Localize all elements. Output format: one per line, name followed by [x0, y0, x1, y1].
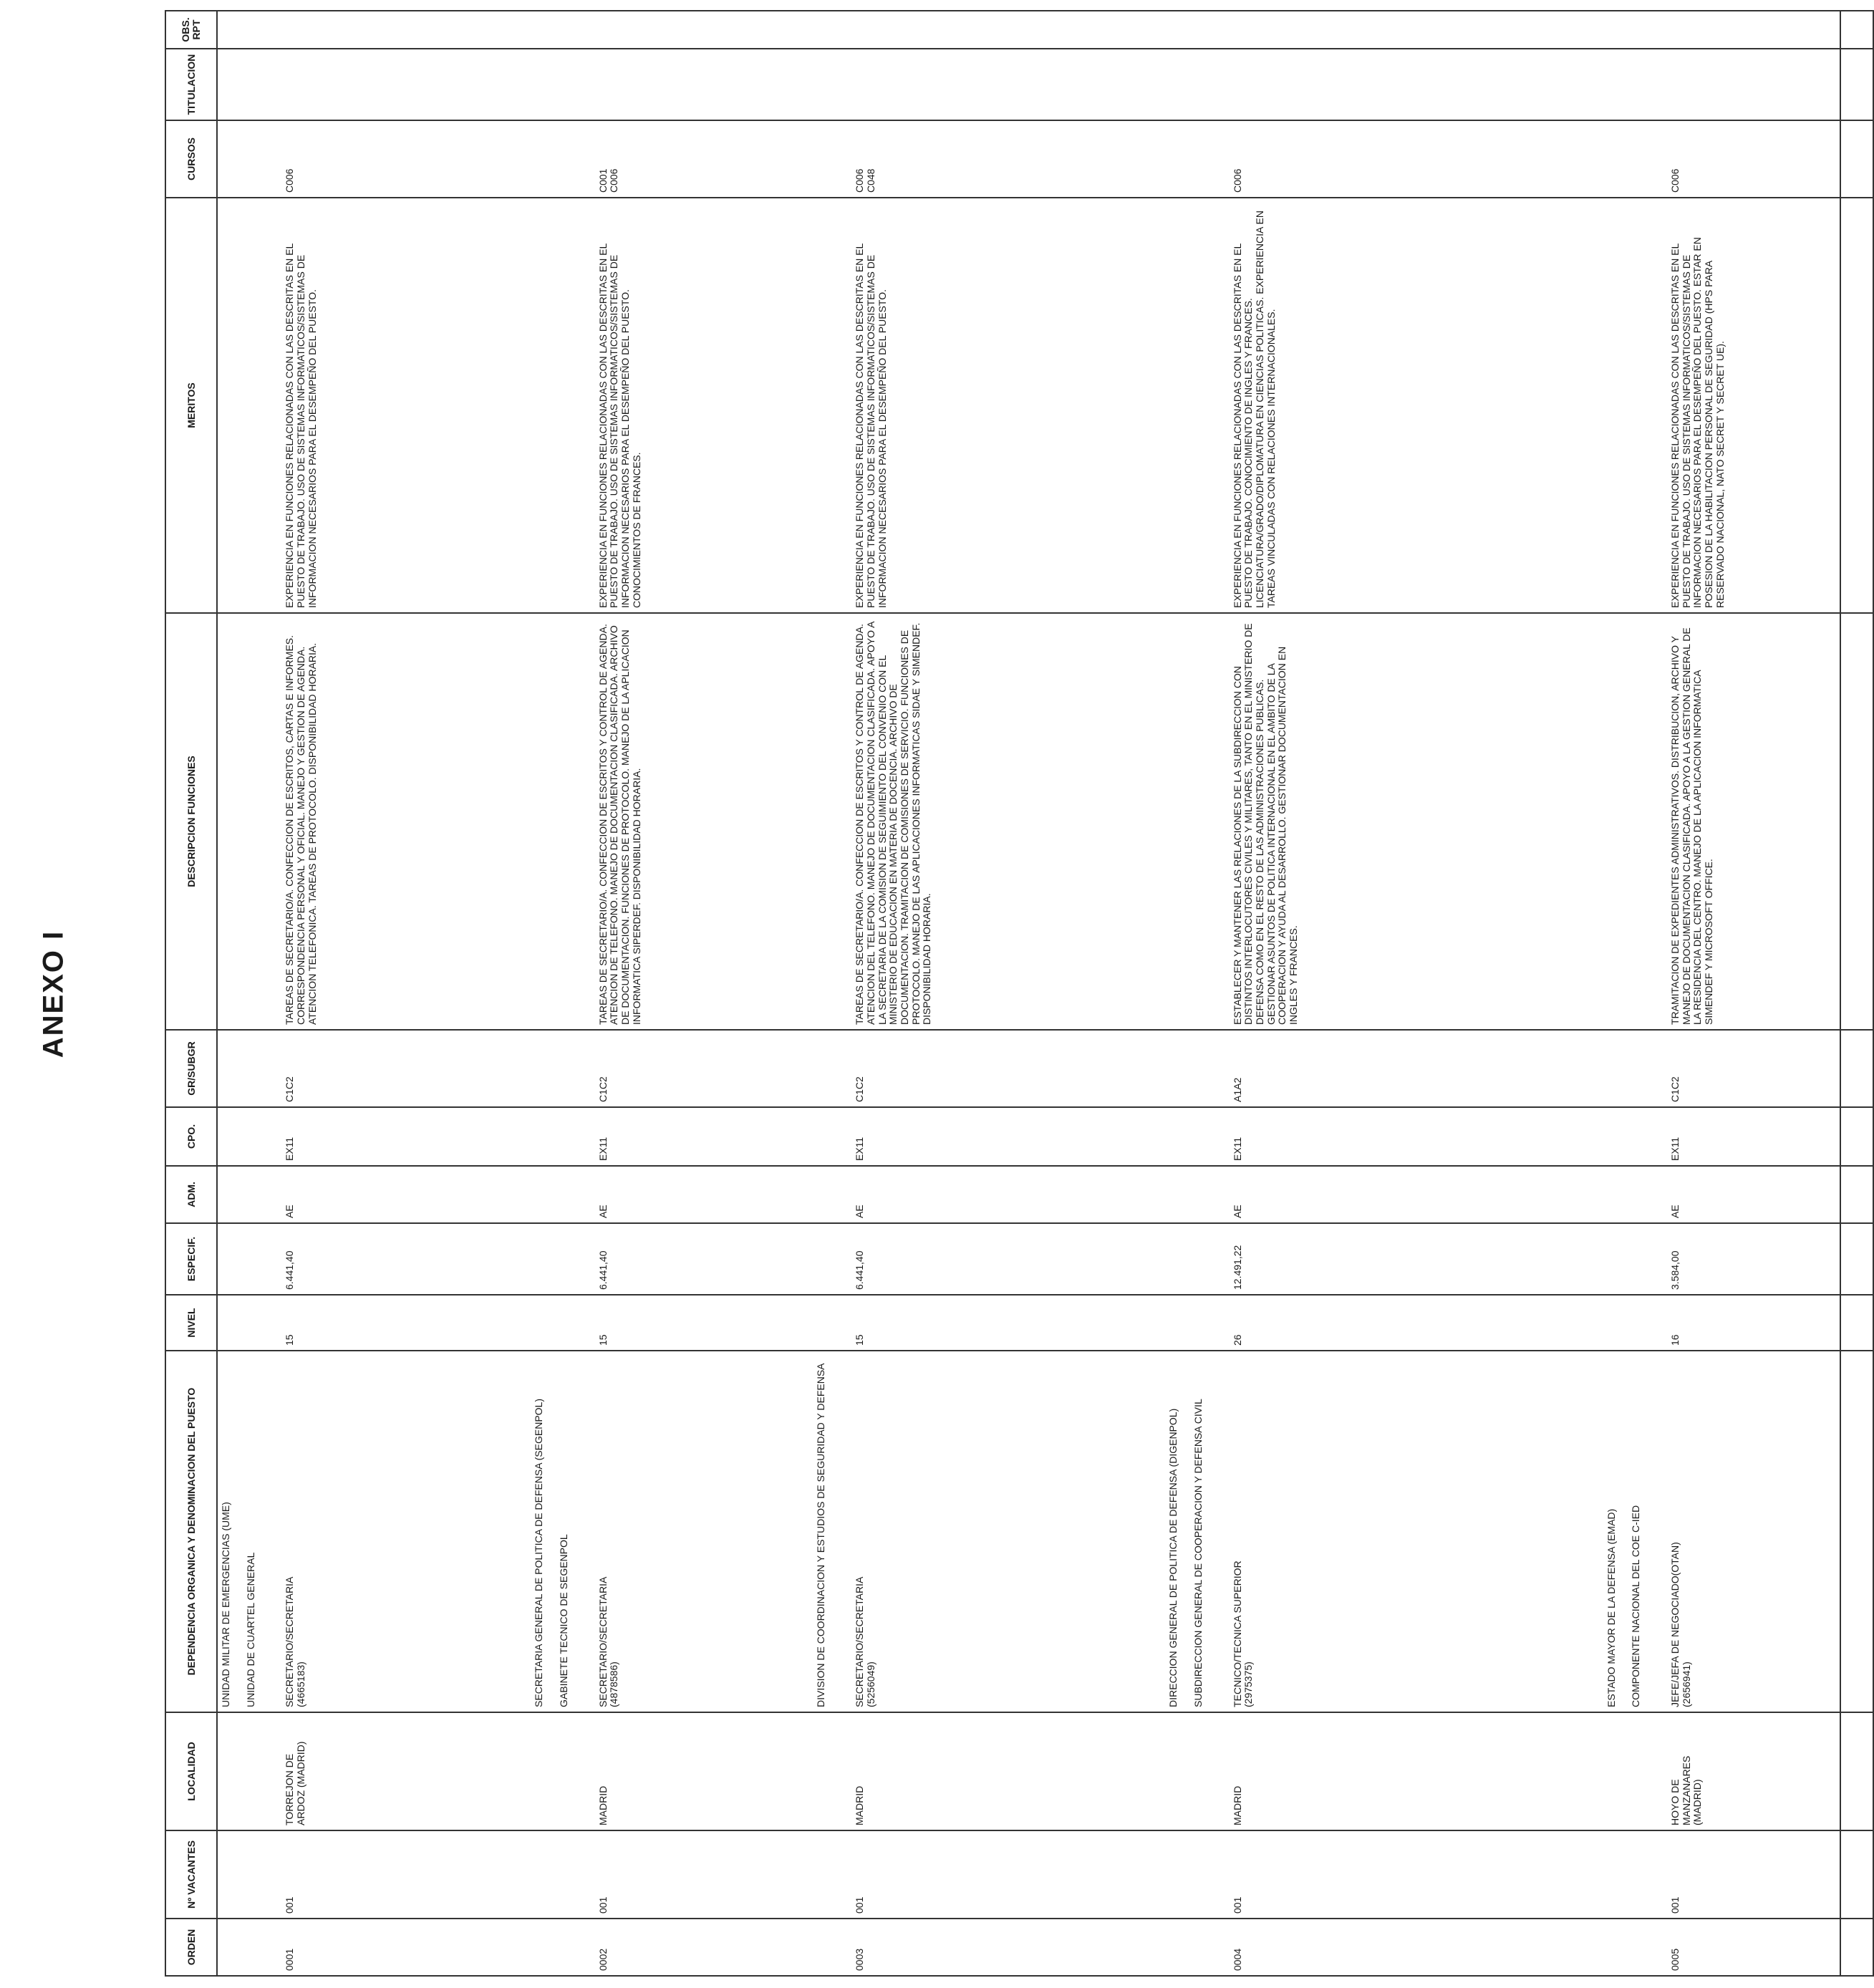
empty-cell: [1135, 49, 1219, 120]
puesto-denominacion: SECRETARIO/SECRETARIA: [597, 1576, 609, 1707]
header-orden: ORDEN: [165, 1919, 217, 1976]
empty-cell: [217, 49, 271, 120]
empty-cell: [1506, 1107, 1657, 1166]
cell-adm: AE: [1219, 1166, 1506, 1223]
header-grsubgr: GR/SUBGR: [165, 1030, 217, 1107]
cell-orden: 0005: [1657, 1919, 1840, 1976]
cell-especif: 6.441,40: [841, 1223, 1135, 1295]
empty-cell: [1506, 120, 1657, 198]
empty-cell: [501, 11, 584, 49]
empty-cell: [1840, 1351, 1873, 1712]
cell-cursos: [1657, 120, 1840, 198]
cell-meritos: EXPERIENCIA EN FUNCIONES RELACIONADAS CON LAS DESCRITAS EN EL PUESTO DE TRABAJO. USO DE SISTEMAS INFORMATICOS/SISTEMAS DE INFORMACION NECESARIOS PARA EL DESEMPEÑO DEL PUESTO. CONOCIMIENTOS DE FRANCES.: [585, 198, 800, 613]
empty-cell: [501, 49, 584, 120]
table-row: [1657, 11, 1840, 1976]
empty-cell: [800, 1712, 842, 1830]
cell-puesto: [271, 1351, 501, 1712]
cell-localidad: MADRID: [585, 1712, 800, 1830]
header-funciones: DESCRIPCION FUNCIONES: [165, 613, 217, 1030]
header-localidad: LOCALIDAD: [165, 1712, 217, 1830]
cell-titulacion: [271, 49, 501, 120]
empty-cell: [800, 613, 842, 1030]
dependency-unit: DIVISION DE COORDINACION Y ESTUDIOS DE SEGURIDAD Y DEFENSA: [814, 1363, 826, 1707]
empty-cell: [1506, 49, 1657, 120]
dependency-unit: UNIDAD DE CUARTEL GENERAL: [244, 1552, 256, 1707]
cell-obs: [841, 11, 1135, 49]
puesto-denominacion: SECRETARIO/SECRETARIA: [284, 1576, 296, 1707]
empty-cell: [1506, 1919, 1657, 1976]
empty-cell: [1135, 1712, 1219, 1830]
cell-orden: 0001: [271, 1919, 501, 1976]
curso-code: C001: [597, 168, 609, 193]
cell-nivel: 16: [1657, 1295, 1840, 1351]
curso-code: C006: [1669, 168, 1681, 193]
table-row: [585, 11, 800, 1976]
cell-cursos: [1219, 120, 1506, 198]
cell-cursos: [585, 120, 800, 198]
cell-grsubgr: C1C2: [1657, 1030, 1840, 1107]
dependency-path-cell: [1506, 1351, 1657, 1712]
dependency-path-cell: [1135, 1351, 1219, 1712]
empty-cell: [217, 1107, 271, 1166]
dependency-unit: GABINETE TECNICO DE SEGENPOL: [558, 1534, 570, 1707]
cell-cursos: [841, 120, 1135, 198]
empty-cell: [1135, 1295, 1219, 1351]
empty-cell: [501, 1223, 584, 1295]
empty-cell: [800, 49, 842, 120]
empty-cell: [1840, 1166, 1873, 1223]
curso-code: C006: [854, 168, 866, 193]
cell-grsubgr: C1C2: [841, 1030, 1135, 1107]
cell-localidad: TORREJON DE ARDOZ (MADRID): [271, 1712, 501, 1830]
empty-cell: [217, 1830, 271, 1919]
header-especif: ESPECIF.: [165, 1223, 217, 1295]
empty-cell: [800, 11, 842, 49]
cell-meritos: EXPERIENCIA EN FUNCIONES RELACIONADAS CON LAS DESCRITAS EN EL PUESTO DE TRABAJO. CONOCIMIENTO DE INGLES Y FRANCES. LICENCIATURA/GRADO/DIPLOMATURA EN CIENCIAS POLITICAS. EXPERIENCIA EN TAREAS VINCULADAS CON RELACIONES INTERNACIONALES.: [1219, 198, 1506, 613]
cell-nivel: 15: [271, 1295, 501, 1351]
header-cursos: CURSOS: [165, 120, 217, 198]
cell-grsubgr: A1A2: [1219, 1030, 1506, 1107]
empty-cell: [1135, 1919, 1219, 1976]
empty-cell: [1506, 1712, 1657, 1830]
cell-puesto: [1219, 1351, 1506, 1712]
header-nivel: NIVEL: [165, 1295, 217, 1351]
empty-cell: [1135, 1107, 1219, 1166]
header-vacantes: Nº VACANTES: [165, 1830, 217, 1919]
cell-nivel: 26: [1219, 1295, 1506, 1351]
curso-code: C006: [1231, 168, 1243, 193]
empty-cell: [800, 1830, 842, 1919]
puesto-codigo: (4878586): [608, 1661, 620, 1707]
cell-grsubgr: C1C2: [585, 1030, 800, 1107]
empty-cell: [501, 613, 584, 1030]
empty-cell: [217, 198, 271, 613]
cell-vacantes: 001: [585, 1830, 800, 1919]
empty-cell: [800, 1030, 842, 1107]
table-row: [1219, 11, 1506, 1976]
empty-cell: [501, 1166, 584, 1223]
empty-cell: [1135, 1166, 1219, 1223]
header-row: [165, 11, 217, 1976]
cell-nivel: 15: [841, 1295, 1135, 1351]
empty-cell: [1506, 1295, 1657, 1351]
empty-cell: [1840, 1030, 1873, 1107]
empty-cell: [1506, 613, 1657, 1030]
cell-meritos: EXPERIENCIA EN FUNCIONES RELACIONADAS CON LAS DESCRITAS EN EL PUESTO DE TRABAJO. USO DE SISTEMAS INFORMATICOS/SISTEMAS DE INFORMACION NECESARIOS PARA EL DESEMPEÑO DEL PUESTO. ESTAR EN POSESION DE LA HABILITACION PERSONAL DE SEGURIDAD (HPS PARA RESERVADO NACIONAL, NATO SECRET Y SECRET UE).: [1657, 198, 1840, 613]
dependency-path-cell: [800, 1351, 842, 1712]
empty-cell: [1506, 1223, 1657, 1295]
empty-cell: [1840, 1295, 1873, 1351]
header-adm: ADM.: [165, 1166, 217, 1223]
cell-meritos: EXPERIENCIA EN FUNCIONES RELACIONADAS CON LAS DESCRITAS EN EL PUESTO DE TRABAJO. USO DE SISTEMAS INFORMATICOS/SISTEMAS DE INFORMACION NECESARIOS PARA EL DESEMPEÑO DEL PUESTO.: [841, 198, 1135, 613]
cell-funciones: TRAMITACION DE EXPEDIENTES ADMINISTRATIVOS. DISTRIBUCION, ARCHIVO Y MANEJO DE DOCUMENTACION CLASIFICADA. APOYO A LA GESTION GENERAL DE LA RESIDENCIA DEL CENTRO. MANEJO DE LA APLICACION INFORMATICA SIMENDEF Y MICROSOFT OFFICE.: [1657, 613, 1840, 1030]
header-cpo: CPO.: [165, 1107, 217, 1166]
cell-grsubgr: C1C2: [271, 1030, 501, 1107]
empty-cell: [501, 1712, 584, 1830]
empty-cell: [1840, 1830, 1873, 1919]
puesto-codigo: (2975375): [1242, 1661, 1255, 1707]
empty-cell: [1506, 11, 1657, 49]
puesto-denominacion: SECRETARIO/SECRETARIA: [854, 1576, 866, 1707]
cell-adm: AE: [271, 1166, 501, 1223]
cell-obs: [1219, 11, 1506, 49]
empty-cell: [217, 120, 271, 198]
empty-cell: [1840, 11, 1873, 49]
empty-cell: [1506, 1166, 1657, 1223]
cell-vacantes: 001: [1219, 1830, 1506, 1919]
empty-cell: [1840, 613, 1873, 1030]
cell-especif: 6.441,40: [271, 1223, 501, 1295]
cell-obs: [585, 11, 800, 49]
empty-cell: [800, 1107, 842, 1166]
empty-cell: [217, 1223, 271, 1295]
cell-funciones: TAREAS DE SECRETARIO/A. CONFECCION DE ESCRITOS Y CONTROL DE AGENDA. ATENCION DEL TELEFONO. MANEJO DE DOCUMENTACION CLASIFICADA. APOYO A LA SECRETARIA DE LA COMISION DE SEGUIMIENTO DEL CONVENIO CON EL MINISTERIO DE EDUCACION EN MATERIA DE DOCENCIA. ARCHIVO DE DOCUMENTACION. TRAMITACION DE COMISIONES DE SERVICIO. FUNCIONES DE PROTOCOLO. MANEJO DE LAS APLICACIONES INFORMATICAS SIDAE Y SIMENDEF. DISPONIBILIDAD HORARIA.: [841, 613, 1135, 1030]
dependency-header-row: [217, 11, 271, 1976]
cell-funciones: ESTABLECER Y MANTENER LAS RELACIONES DE LA SUBDIRECCION CON DISTINTOS INTERLOCUTORES CIVILES Y MILITARES, TANTO EN EL MINISTERIO DE DEFENSA COMO EN EL RESTO DE LAS ADMINISTRACIONES PUBLICAS. GESTIONAR ASUNTOS DE POLITICA INTERNACIONAL EN EL AMBITO DE LA COOPERACION Y AYUDA AL DESARROLLO. GESTIONAR DOCUMENTACION EN INGLES Y FRANCES.: [1219, 613, 1506, 1030]
empty-cell: [1135, 1223, 1219, 1295]
cell-localidad: MADRID: [1219, 1712, 1506, 1830]
empty-cell: [501, 1107, 584, 1166]
empty-cell: [1135, 11, 1219, 49]
cell-obs: [271, 11, 501, 49]
cell-orden: 0004: [1219, 1919, 1506, 1976]
empty-cell: [1506, 1030, 1657, 1107]
puesto-codigo: (4665183): [295, 1661, 307, 1707]
dependency-header-row: [501, 11, 584, 1976]
anexo-table: [165, 10, 1874, 1977]
puesto-denominacion: JEFE/JEFA DE NEGOCIADO(OTAN): [1669, 1542, 1681, 1707]
cell-puesto: [841, 1351, 1135, 1712]
header-dependencia: DEPENDENCIA ORGANICA Y DENOMINACION DEL PUESTO: [165, 1351, 217, 1712]
cell-vacantes: 001: [271, 1830, 501, 1919]
cell-puesto: [1657, 1351, 1840, 1712]
filler-row: [1840, 11, 1873, 1976]
cell-especif: 6.441,40: [585, 1223, 800, 1295]
cell-obs: [1657, 11, 1840, 49]
cell-adm: AE: [841, 1166, 1135, 1223]
cell-cpo: EX11: [841, 1107, 1135, 1166]
dependency-unit: UNIDAD MILITAR DE EMERGENCIAS (UME): [220, 1502, 231, 1707]
header-titulacion: TITULACION: [165, 49, 217, 120]
cell-vacantes: 001: [841, 1830, 1135, 1919]
dependency-header-row: [800, 11, 842, 1976]
cell-especif: 12.491,22: [1219, 1223, 1506, 1295]
empty-cell: [1135, 1830, 1219, 1919]
empty-cell: [217, 1030, 271, 1107]
cell-titulacion: [841, 49, 1135, 120]
curso-code: C048: [865, 168, 877, 193]
empty-cell: [501, 1919, 584, 1976]
cell-funciones: TAREAS DE SECRETARIO/A. CONFECCION DE ESCRITOS Y CONTROL DE AGENDA. ATENCION DE TELEFONO. MANEJO DE DOCUMENTACION CLASIFICADA. ARCHIVO DE DOCUMENTACION. FUNCIONES DE PROTOCOLO. MANEJO DE LA APLICACION INFORMATICA SIPERDEF. DISPONIBILIDAD HORARIA.: [585, 613, 800, 1030]
table-row: [841, 11, 1135, 1976]
empty-cell: [501, 1030, 584, 1107]
table-row: [271, 11, 501, 1976]
cell-localidad: HOYO DE MANZANARES (MADRID): [1657, 1712, 1840, 1830]
page-title: ANEXO I: [37, 930, 69, 1058]
cell-titulacion: [585, 49, 800, 120]
empty-cell: [217, 613, 271, 1030]
cell-titulacion: [1657, 49, 1840, 120]
dependency-path-cell: [501, 1351, 584, 1712]
dependency-header-row: [1506, 11, 1657, 1976]
cell-cpo: EX11: [1657, 1107, 1840, 1166]
cell-orden: 0002: [585, 1919, 800, 1976]
empty-cell: [800, 120, 842, 198]
empty-cell: [1135, 1030, 1219, 1107]
empty-cell: [1840, 49, 1873, 120]
empty-cell: [1840, 1919, 1873, 1976]
empty-cell: [1135, 120, 1219, 198]
header-meritos: MERITOS: [165, 198, 217, 613]
puesto-codigo: (5256049): [865, 1661, 877, 1707]
empty-cell: [217, 1919, 271, 1976]
empty-cell: [217, 1166, 271, 1223]
cell-adm: AE: [1657, 1166, 1840, 1223]
empty-cell: [1840, 1107, 1873, 1166]
cell-cpo: EX11: [1219, 1107, 1506, 1166]
cell-orden: 0003: [841, 1919, 1135, 1976]
empty-cell: [217, 1712, 271, 1830]
empty-cell: [1840, 1712, 1873, 1830]
empty-cell: [1506, 198, 1657, 613]
dependency-unit: SECRETARIA GENERAL DE POLITICA DE DEFENSA (SEGENPOL): [533, 1399, 545, 1707]
cell-adm: AE: [585, 1166, 800, 1223]
empty-cell: [217, 11, 271, 49]
dependency-unit: COMPONENTE NACIONAL DEL COE C-IED: [1630, 1505, 1642, 1707]
cell-cursos: [271, 120, 501, 198]
empty-cell: [501, 198, 584, 613]
cell-cpo: EX11: [585, 1107, 800, 1166]
header-obs: OBS. RPT: [165, 11, 217, 49]
table-body: [217, 11, 1873, 1976]
dependency-unit: DIRECCION GENERAL DE POLITICA DE DEFENSA (DIGENPOL): [1167, 1408, 1179, 1707]
empty-cell: [1840, 198, 1873, 613]
empty-cell: [800, 1166, 842, 1223]
curso-code: C006: [608, 168, 620, 193]
cell-especif: 3.584,00: [1657, 1223, 1840, 1295]
dependency-unit: ESTADO MAYOR DE LA DEFENSA (EMAD): [1605, 1508, 1617, 1707]
empty-cell: [1840, 120, 1873, 198]
empty-cell: [800, 198, 842, 613]
cell-meritos: EXPERIENCIA EN FUNCIONES RELACIONADAS CON LAS DESCRITAS EN EL PUESTO DE TRABAJO. USO DE SISTEMAS INFORMATICOS/SISTEMAS DE INFORMACION NECESARIOS PARA EL DESEMPEÑO DEL PUESTO.: [271, 198, 501, 613]
curso-code: C006: [284, 168, 296, 193]
cell-cpo: EX11: [271, 1107, 501, 1166]
empty-cell: [501, 1830, 584, 1919]
puesto-codigo: (2656941): [1680, 1661, 1692, 1707]
anexo-table-container: [165, 11, 1726, 1977]
empty-cell: [1135, 198, 1219, 613]
cell-puesto: [585, 1351, 800, 1712]
puesto-denominacion: TECNICO/TECNICA SUPERIOR: [1231, 1560, 1243, 1707]
empty-cell: [501, 1295, 584, 1351]
empty-cell: [1506, 1830, 1657, 1919]
dependency-path-cell: [217, 1351, 271, 1712]
dependency-header-row: [1135, 11, 1219, 1976]
empty-cell: [800, 1223, 842, 1295]
empty-cell: [1135, 613, 1219, 1030]
dependency-unit: SUBDIRECCION GENERAL DE COOPERACION Y DEFENSA CIVIL: [1192, 1399, 1204, 1707]
cell-funciones: TAREAS DE SECRETARIO/A. CONFECCION DE ESCRITOS, CARTAS E INFORMES. CORRESPONDENCIA PERSONAL Y OFICIAL. MANEJO Y GESTION DE AGENDA. ATENCION TELEFONICA. TAREAS DE PROTOCOLO. DISPONIBILIDAD HORARIA.: [271, 613, 501, 1030]
empty-cell: [800, 1919, 842, 1976]
cell-nivel: 15: [585, 1295, 800, 1351]
empty-cell: [217, 1295, 271, 1351]
cell-vacantes: 001: [1657, 1830, 1840, 1919]
cell-titulacion: [1219, 49, 1506, 120]
empty-cell: [1840, 1223, 1873, 1295]
cell-localidad: MADRID: [841, 1712, 1135, 1830]
empty-cell: [800, 1295, 842, 1351]
empty-cell: [501, 120, 584, 198]
